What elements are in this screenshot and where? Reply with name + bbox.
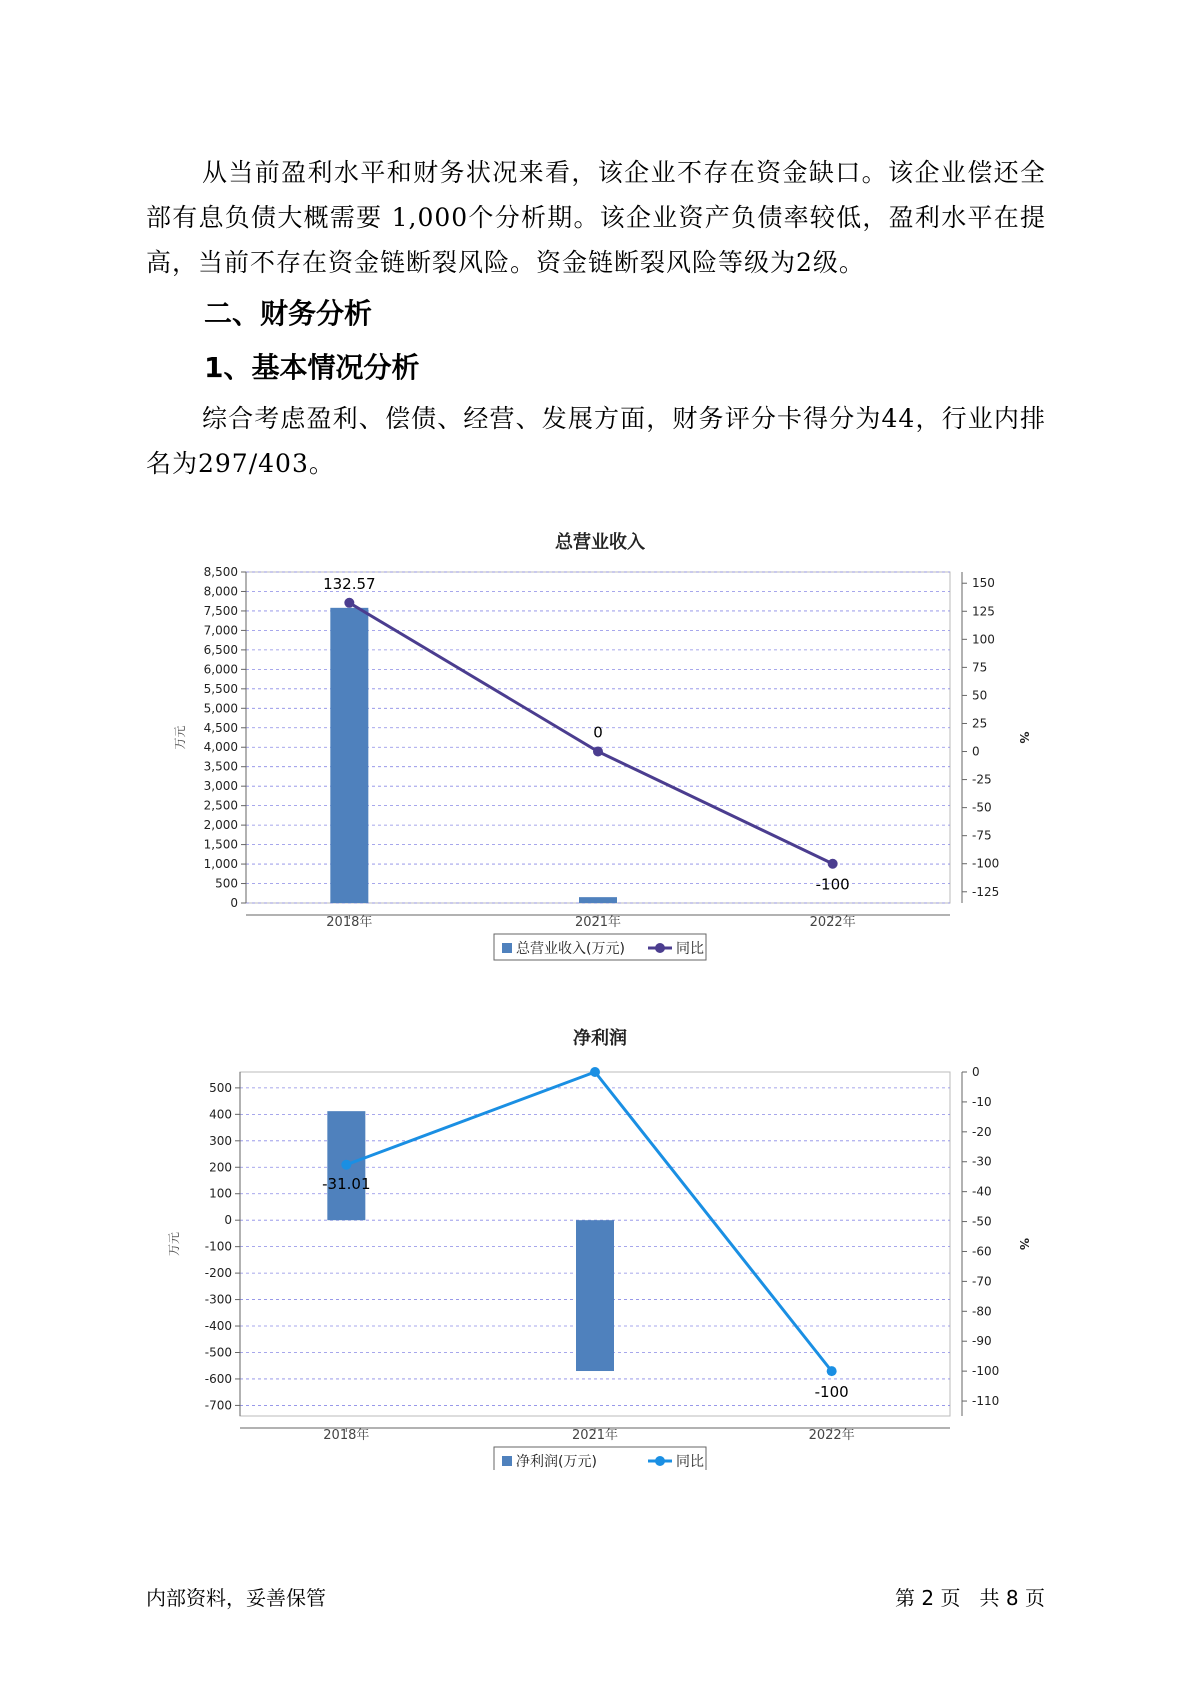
y-tick-label: 7,000 [203,623,238,638]
y-tick-label: 200 [209,1160,232,1175]
y2-tick-label: -60 [972,1244,992,1259]
y2-tick-label: 75 [972,660,988,675]
y-axis-label: 万元 [173,725,187,750]
y-tick-label: 4,000 [203,740,238,755]
legend-bar-label: 净利润(万元) [516,1454,597,1470]
risk-paragraph: 从当前盈利水平和财务状况来看，该企业不存在资金缺口。该企业偿还全部有息负债大概需要 1,000个分析期。该企业资产负债率较低，盈利水平在提高，当前不存在资金链断裂风险。资金链断裂风险等级为2级。 [146,158,1046,277]
data-label: 132.57 [323,574,376,593]
bar-1 [330,608,368,903]
yoy-point-2 [590,1067,600,1077]
legend-line-marker [655,943,665,953]
data-label: -31.01 [322,1174,371,1193]
section-heading: 二、财务分析 [204,297,373,330]
legend-line-marker [655,1456,665,1466]
x-tick-label: 2022年 [809,915,856,930]
yoy-point-3 [827,1366,837,1376]
x-tick-label: 2022年 [808,1428,855,1443]
y-tick-label: -600 [204,1371,232,1386]
y2-tick-label: -20 [972,1124,992,1139]
y2-tick-label: 0 [972,1065,980,1079]
y-tick-label: 100 [209,1186,232,1201]
yoy-point-2 [593,747,603,757]
bar-2 [579,897,617,903]
y2-tick-label: -70 [972,1274,992,1289]
x-tick-label: 2018年 [323,1428,370,1443]
y2-tick-label: -110 [972,1394,1000,1409]
y-tick-label: 300 [209,1133,232,1148]
legend-bar-label: 总营业收入(万元) [516,941,625,957]
bar-2 [576,1220,614,1371]
y-tick-label: 3,000 [203,779,238,794]
footer-confidential: 内部资料，妥善保管 [146,1586,326,1610]
y2-axis-label: % [1017,731,1031,744]
y-tick-label: 6,500 [203,642,238,657]
y2-tick-label: -40 [972,1184,992,1199]
y-tick-label: 2,500 [203,798,238,813]
y2-tick-label: 100 [972,632,995,647]
score-paragraph: 综合考虑盈利、偿债、经营、发展方面，财务评分卡得分为44，行业内排名为297/403。 [146,404,1046,478]
data-label: -100 [814,1383,849,1402]
data-label: -100 [815,875,850,894]
y2-tick-label: -100 [972,1364,1000,1379]
yoy-point-1 [341,1160,351,1170]
chart-title: 总营业收入 [555,532,645,553]
y-tick-label: 1,500 [203,837,238,852]
y-tick-label: 500 [209,1080,232,1095]
y-tick-label: 5,000 [203,701,238,716]
y-tick-label: -300 [204,1292,232,1307]
x-tick-label: 2021年 [574,915,622,930]
y2-tick-label: -50 [972,800,992,815]
y2-tick-label: 0 [972,744,980,759]
y2-tick-label: -10 [972,1094,992,1109]
revenue-chart [0,520,1191,970]
y2-tick-label: -75 [972,828,992,843]
y-tick-label: 500 [215,876,238,891]
footer-page-number: 第 2 页 共 8 页 [895,1586,1045,1610]
y-tick-label: -500 [204,1345,232,1360]
y2-axis-label: % [1017,1237,1031,1251]
y-tick-label: 1,000 [203,857,238,872]
y2-tick-label: 25 [972,716,988,731]
yoy-point-3 [828,859,838,869]
y2-tick-label: 125 [972,604,995,619]
y-tick-label: -700 [204,1398,232,1413]
net-profit-chart [0,1020,1191,1470]
x-tick-label: 2018年 [326,915,373,930]
y-tick-label: -400 [204,1319,232,1334]
y-tick-label: 400 [209,1107,232,1122]
subsection-heading: 1、基本情况分析 [204,351,420,384]
y-tick-label: -200 [204,1266,232,1281]
y2-tick-label: -80 [972,1304,992,1319]
legend-line-label: 同比 [676,941,704,957]
y-tick-label: 8,500 [203,565,238,579]
yoy-line [349,603,832,864]
y-tick-label: 7,500 [203,603,238,618]
y2-tick-label: -25 [972,772,992,787]
y-tick-label: 5,500 [203,681,238,696]
y-tick-label: 0 [230,896,238,910]
legend-line-label: 同比 [676,1454,704,1470]
y2-tick-label: 50 [972,688,988,703]
y-tick-label: 2,000 [203,818,238,833]
y-tick-label: 0 [224,1213,232,1228]
y-tick-label: 3,500 [203,759,238,774]
legend-bar-swatch [502,943,512,953]
y2-tick-label: -125 [972,884,1000,899]
data-label: 0 [593,723,603,742]
x-tick-label: 2021年 [571,1428,619,1443]
y2-tick-label: 150 [972,576,995,591]
y2-tick-label: -30 [972,1154,992,1169]
chart-title: 净利润 [573,1028,627,1049]
y2-tick-label: -90 [972,1334,992,1349]
y-tick-label: 4,500 [203,720,238,735]
y2-tick-label: -100 [972,856,1000,871]
y-tick-label: -100 [204,1239,232,1254]
y2-tick-label: -50 [972,1214,992,1229]
yoy-point-1 [344,598,354,608]
y-tick-label: 8,000 [203,584,238,599]
legend-bar-swatch [502,1456,512,1466]
y-tick-label: 6,000 [203,662,238,677]
y-axis-label: 万元 [167,1231,181,1257]
